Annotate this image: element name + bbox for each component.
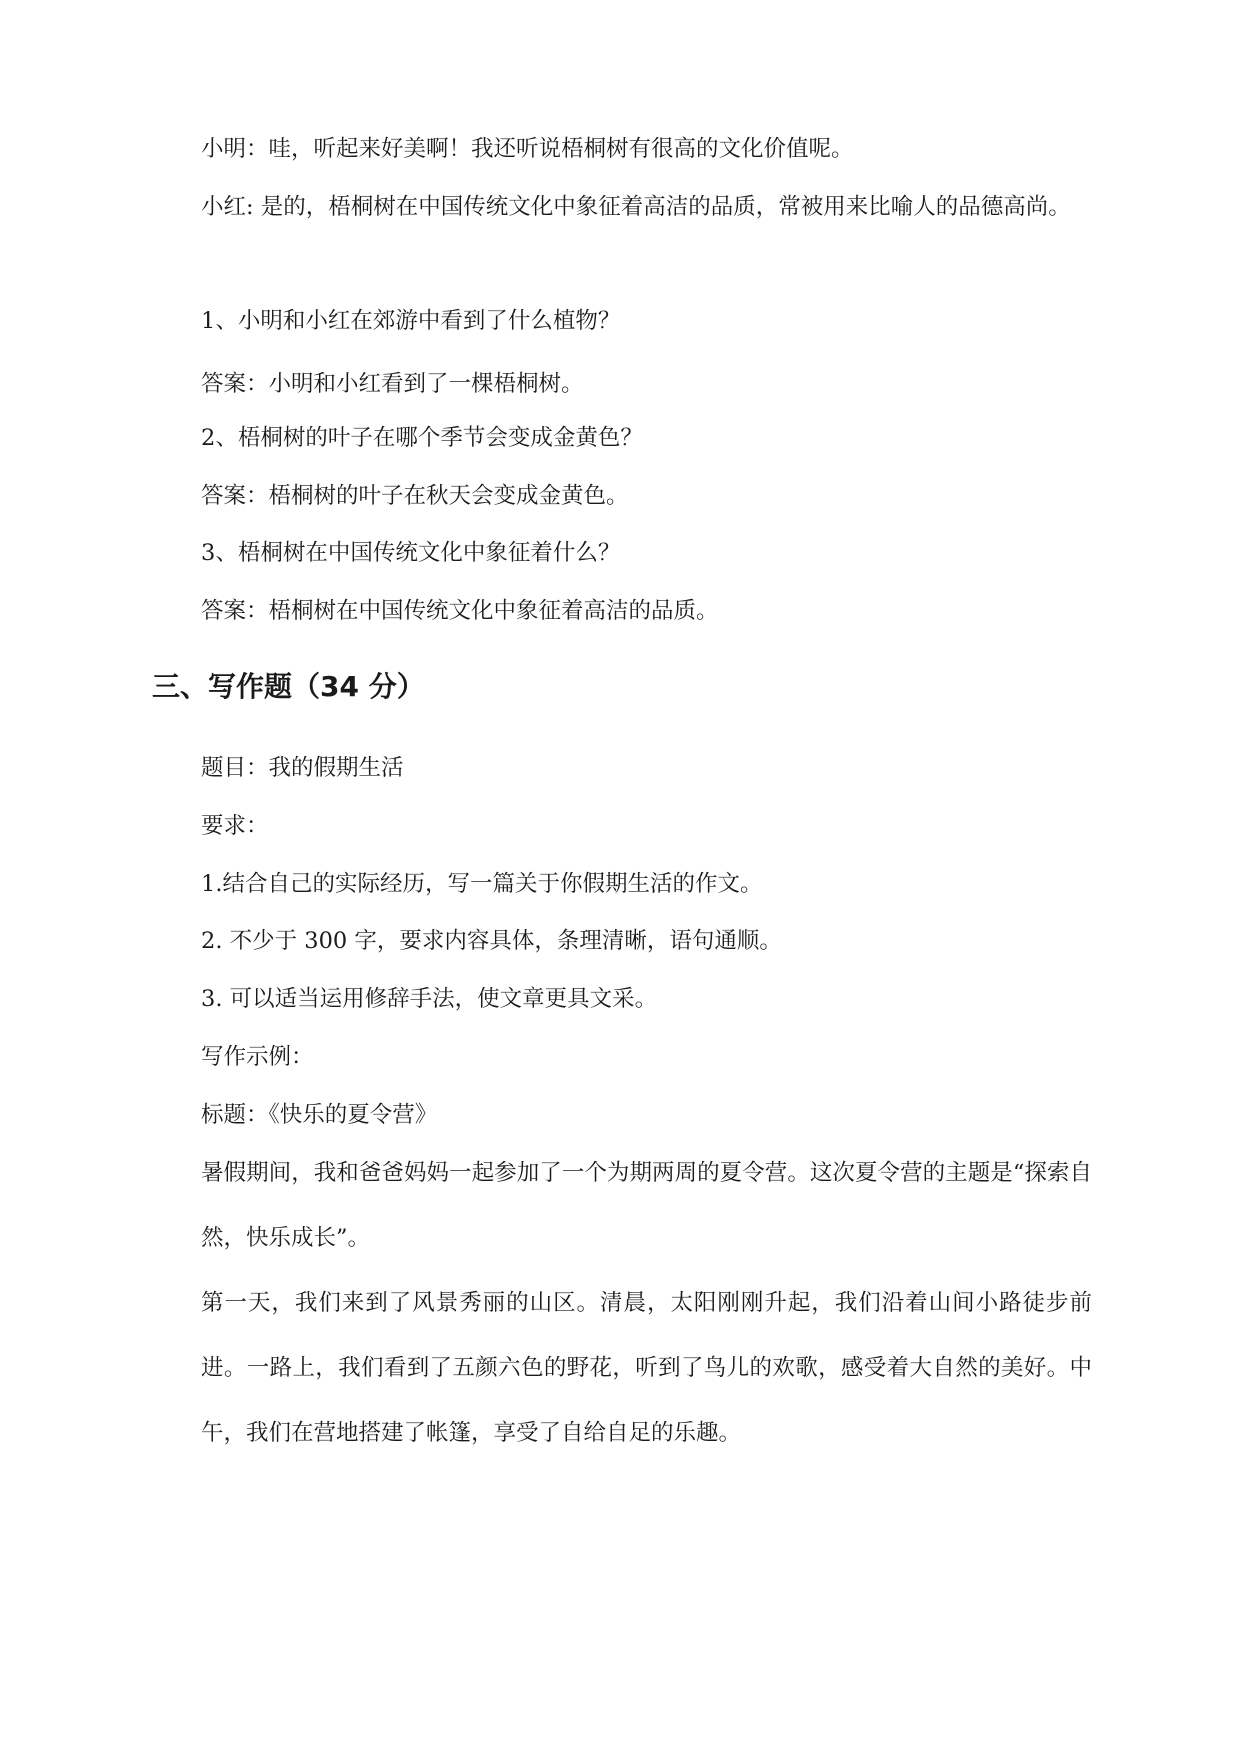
dialogue-xiaohong: 小红: 是的，梧桐树在中国传统文化中象征着高洁的品质，常被用来比喻人的品德高尚。 xyxy=(201,194,1071,220)
requirement-2: 2. 不少于 300 字，要求内容具体，条理清晰，语句通顺。 xyxy=(201,928,782,954)
question-2: 2、梧桐树的叶子在哪个季节会变成金黄色？ xyxy=(201,425,643,451)
example-label: 写作示例： xyxy=(201,1044,314,1070)
example-paragraph-1: 暑假期间，我和爸爸妈妈一起参加了一个为期两周的夏令营。这次夏令营的主题是“探索自然，快乐成长”。 xyxy=(201,1160,1092,1251)
example-paragraph-2: 第一天，我们来到了风景秀丽的山区。清晨，太阳刚刚升起，我们沿着山间小路徒步前进。一路上，我们看到了五颜六色的野花，听到了鸟儿的欢歌，感受着大自然的美好。中午，我们在营地搭建了帐篷，享受了自给自足的乐趣。 xyxy=(201,1290,1092,1446)
example-title: 标题：《快乐的夏令营》 xyxy=(201,1102,438,1128)
requirement-3: 3. 可以适当运用修辞手法，使文章更具文采。 xyxy=(201,986,658,1012)
question-1: 1、小明和小红在郊游中看到了什么植物？ xyxy=(201,308,621,334)
writing-topic: 题目：我的假期生活 xyxy=(201,755,404,781)
requirement-1: 1.结合自己的实际经历，写一篇关于你假期生活的作文。 xyxy=(201,871,763,897)
question-3: 3、梧桐树在中国传统文化中象征着什么？ xyxy=(201,540,621,566)
answer-1: 答案：小明和小红看到了一棵梧桐树。 xyxy=(201,371,584,397)
answer-3: 答案：梧桐树在中国传统文化中象征着高洁的品质。 xyxy=(201,598,719,624)
requirements-label: 要求： xyxy=(201,813,269,839)
section-heading: 三、写作题（34 分） xyxy=(152,670,425,703)
answer-2: 答案：梧桐树的叶子在秋天会变成金黄色。 xyxy=(201,483,629,509)
dialogue-xiaoming: 小明：哇，听起来好美啊！我还听说梧桐树有很高的文化价值呢。 xyxy=(201,136,854,162)
